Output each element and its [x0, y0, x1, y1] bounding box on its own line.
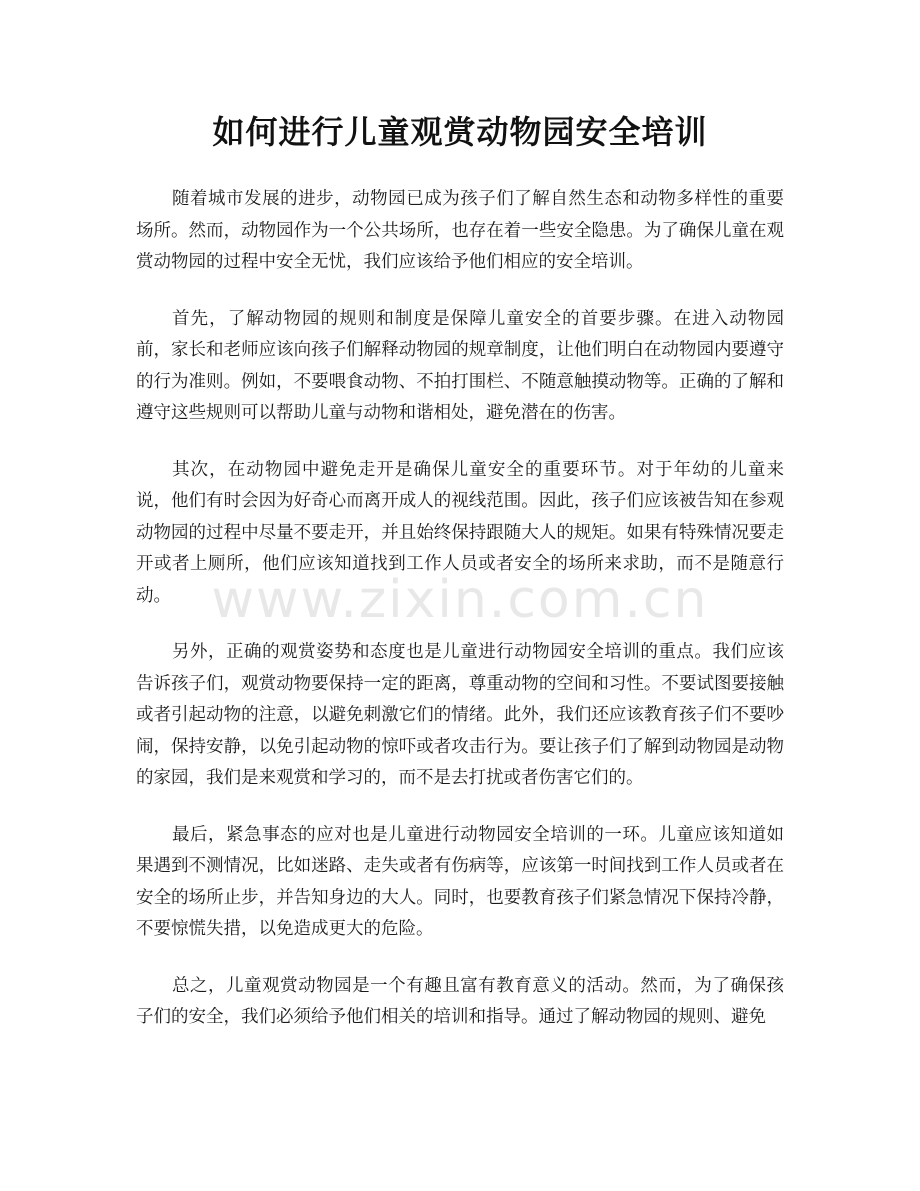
paragraph-2: 首先，了解动物园的规则和制度是保障儿童安全的首要步骤。在进入动物园前，家长和老师应该向孩子们解释动物园的规章制度，让他们明白在动物园内要遵守的行为准则。例如，不要喂食动物、不拍打围栏、不随意触摸动物等。正确的了解和遵守这些规则可以帮助儿童与动物和谐相处，避免潜在的伤害。	[136, 308, 784, 423]
document-body	[136, 184, 784, 1059]
document-title: 如何进行儿童观赏动物园安全培训	[212, 113, 708, 151]
paragraph-6: 总之，儿童观赏动物园是一个有趣且富有教育意义的活动。然而，为了确保孩子们的安全，我们必须给予他们相关的培训和指导。通过了解动物园的规则、避免	[136, 975, 784, 1027]
paragraph-4: 另外，正确的观赏姿势和态度也是儿童进行动物园安全培训的重点。我们应该告诉孩子们，观赏动物要保持一定的距离，尊重动物的空间和习性。不要试图要接触或者引起动物的注意，以避免刺激它们的情绪。此外，我们还应该教育孩子们不要吵闹，保持安静，以免引起动物的惊吓或者攻击行为。要让孩子们了解到动物园是动物的家园，我们是来观赏和学习的，而不是去打扰或者伤害它们的。	[136, 642, 784, 788]
paragraph-1: 随着城市发展的进步，动物园已成为孩子们了解自然生态和动物多样性的重要场所。然而，动物园作为一个公共场所，也存在着一些安全隐患。为了确保儿童在观赏动物园的过程中安全无忧，我们应该给予他们相应的安全培训。	[136, 189, 784, 272]
paragraph-5: 最后，紧急事态的应对也是儿童进行动物园安全培训的一环。儿童应该知道如果遇到不测情况，比如迷路、走失或者有伤病等，应该第一时间找到工作人员或者在安全的场所止步，并告知身边的大人。同时，也要教育孩子们紧急情况下保持冷静，不要惊慌失措，以免造成更大的危险。	[136, 824, 784, 939]
paragraph-3: 其次，在动物园中避免走开是确保儿童安全的重要环节。对于年幼的儿童来说，他们有时会因为好奇心而离开成人的视线范围。因此，孩子们应该被告知在参观动物园的过程中尽量不要走开，并且始终保持跟随大人的规矩。如果有特殊情况要走开或者上厕所，他们应该知道找到工作人员或者安全的场所来求助，而不是随意行动。	[136, 459, 784, 606]
watermark: www.zixin.com.cn	[211, 570, 709, 630]
